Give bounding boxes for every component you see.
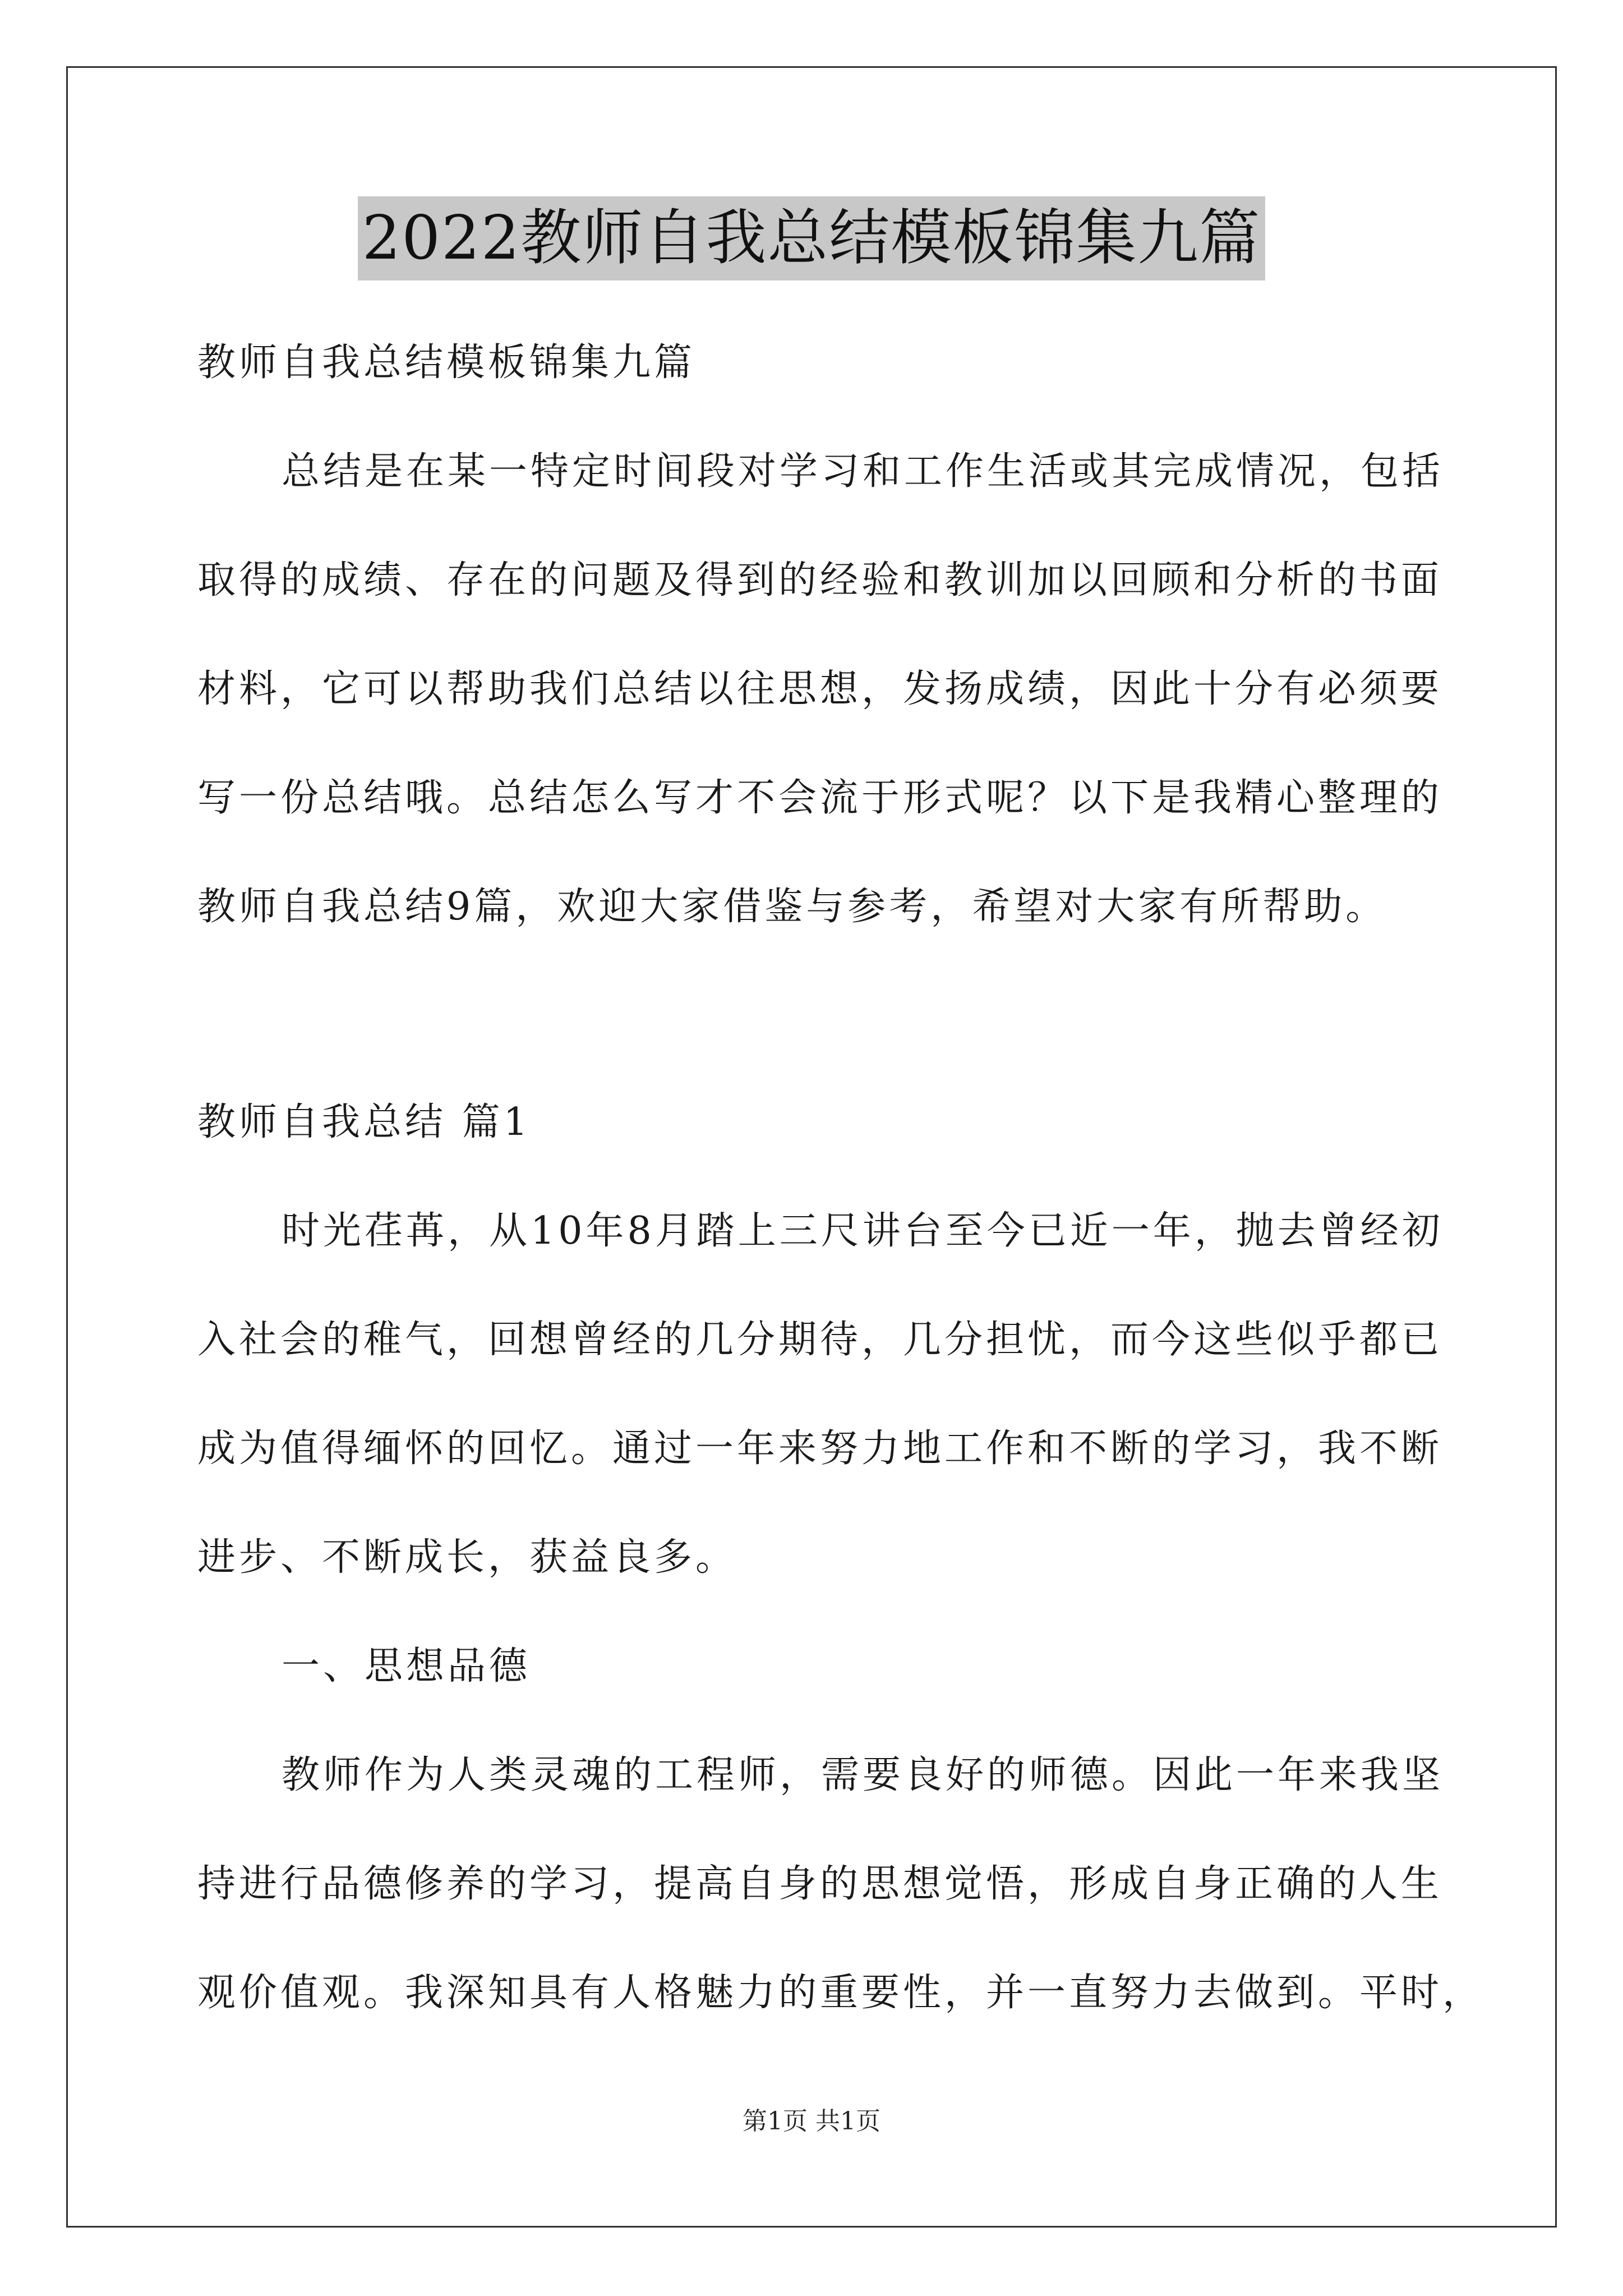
- intro-line: 总结是在某一特定时间段对学习和工作生活或其完成情况，包括: [282, 449, 1444, 494]
- paragraph-line: 时光荏苒，从10年8月踏上三尺讲台至今已近一年，抛去曾经初: [282, 1209, 1444, 1253]
- title-container: [0, 196, 1623, 280]
- section-heading: 教师自我总结 篇1: [197, 1100, 531, 1144]
- paragraph-line: 入社会的稚气，回想曾经的几分期待，几分担忧，而今这些似乎都已: [197, 1318, 1443, 1362]
- paragraph-line: 成为值得缅怀的回忆。通过一年来努力地工作和不断的学习，我不断: [197, 1427, 1443, 1471]
- paragraph-1: [197, 1177, 1444, 1612]
- document-subtitle: 教师自我总结模板锦集九篇: [197, 341, 696, 385]
- paragraph-line: 教师作为人类灵魂的工程师，需要良好的师德。因此一年来我坚: [282, 1753, 1444, 1797]
- document-title: 2022教师自我总结模板锦集九篇: [358, 196, 1266, 280]
- spacer: [197, 961, 1431, 1068]
- page-footer: 第1页 共1页: [743, 2107, 880, 2136]
- paragraph-line: 进步、不断成长，获益良多。: [197, 1535, 737, 1580]
- paragraph-line: 持进行品德修养的学习，提高自身的思想觉悟，形成自身正确的人生: [197, 1862, 1443, 1906]
- intro-line: 材料，它可以帮助我们总结以往思想，发扬成绩，因此十分有必须要: [197, 667, 1443, 711]
- paragraph-line: 观价值观。我深知具有人格魅力的重要性，并一直努力去做到。平时，: [197, 1971, 1484, 2015]
- subheading: 一、思想品德: [282, 1644, 531, 1688]
- intro-line: 写一份总结哦。总结怎么写才不会流于形式呢？以下是我精心整理的: [197, 776, 1443, 820]
- document-body: [197, 309, 1484, 2047]
- paragraph-2: [197, 1721, 1484, 2047]
- intro-line: 取得的成绩、存在的问题及得到的经验和教训加以回顾和分析的书面: [197, 558, 1443, 602]
- intro-paragraph: [197, 417, 1444, 961]
- intro-line: 教师自我总结9篇，欢迎大家借鉴与参考，希望对大家有所帮助。: [197, 885, 1387, 929]
